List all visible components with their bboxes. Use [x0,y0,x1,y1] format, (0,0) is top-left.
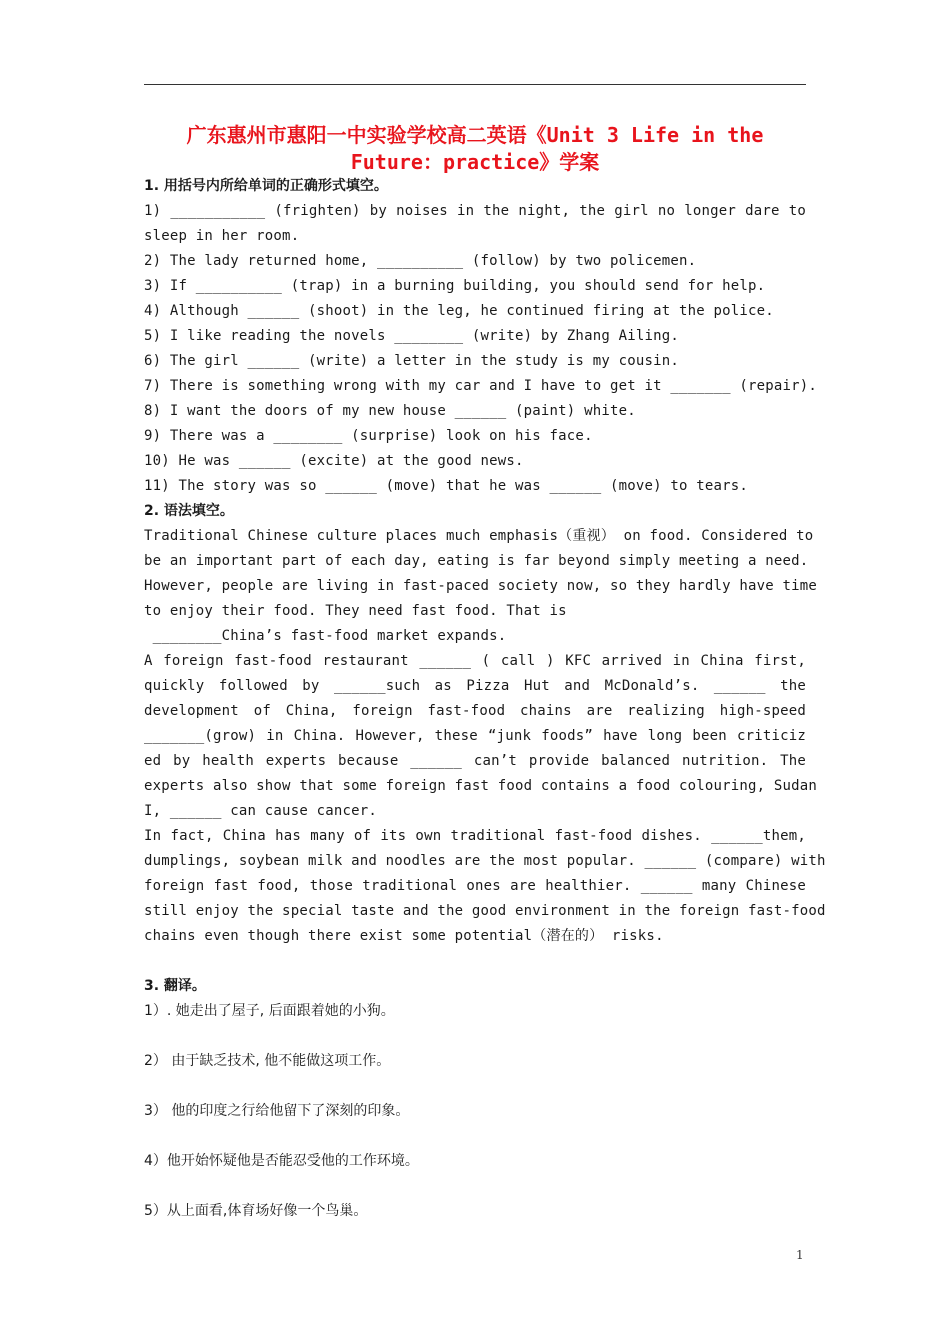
exercise-line: 2) The lady returned home, __________ (follow) by two policemen. [144,253,697,269]
exercise-line: 6) The girl ______ (write) a letter in the study is my cousin. [144,353,679,369]
passage-line: be an important part of each day, eating is far beyond simply meeting a need. [144,553,809,569]
passage-line: development of China, foreign fast-food chains are realizing high-speed [144,703,806,719]
page-number: 1 [796,1248,804,1262]
document-body [144,174,826,1224]
passage-line: However, people are living in fast-paced society now, so they hardly have time [144,578,818,594]
passage-line: I, ______ can cause cancer. [144,803,377,819]
passage-line: quickly followed by ______such as Pizza Hut and McDonald’s. ______ the [144,678,806,694]
passage-line: _______(grow) in China. However, these “junk foods” have long been criticiz [144,728,806,744]
exercise-line: 11) The story was so ______ (move) that he was ______ (move) to tears. [144,478,749,494]
translation-item: 1）. 她走出了屋子, 后面跟着她的小狗。 [144,1003,395,1019]
document-title [144,122,806,176]
translation-item: 3） 他的印度之行给他留下了深刻的印象。 [144,1103,410,1119]
exercise-line: sleep in her room. [144,228,300,244]
translation-item: 5）从上面看,体育场好像一个鸟巢。 [144,1203,368,1219]
passage-line: A foreign fast-food restaurant ______ ( call ) KFC arrived in China first, [144,653,806,669]
spacer [144,1024,806,1049]
passage-line: ________China’s fast-food market expands. [144,628,507,644]
passage-line: dumplings, soybean milk and noodles are the most popular. ______ (compare) with [144,853,826,869]
spacer [144,949,806,974]
header-rule [144,84,806,85]
spacer [144,1174,806,1199]
section-2-heading: 2. 语法填空。 [144,503,234,519]
translation-item: 2） 由于缺乏技术, 他不能做这项工作。 [144,1053,391,1069]
passage-line: experts also show that some foreign fast food contains a food colouring, Sudan [144,778,818,794]
exercise-line: 9) There was a ________ (surprise) look on his face. [144,428,593,444]
passage-line: to enjoy their food. They need fast food. That is [144,603,567,619]
exercise-line: 5) I like reading the novels ________ (write) by Zhang Ailing. [144,328,679,344]
section-1-heading: 1. 用括号内所给单词的正确形式填空。 [144,178,388,194]
exercise-line: 8) I want the doors of my new house ______ (paint) white. [144,403,636,419]
exercise-line: 1) ___________ (frighten) by noises in the night, the girl no longer dare to [144,203,806,219]
passage-line: In fact, China has many of its own traditional fast-food dishes. ______them, [144,828,806,844]
spacer [144,1124,806,1149]
exercise-line: 4) Although ______ (shoot) in the leg, he continued firing at the police. [144,303,774,319]
title-line-2: Future：practice》学案 [350,150,600,174]
exercise-line: 3) If __________ (trap) in a burning building, you should send for help. [144,278,766,294]
passage-line: foreign fast food, those traditional ones are healthier. ______ many Chinese [144,878,806,894]
exercise-line: 7) There is something wrong with my car and I have to get it _______ (repair). [144,378,818,394]
spacer [144,1074,806,1099]
passage-line: chains even though there exist some potential（潜在的） risks. [144,928,664,944]
exercise-line: 10) He was ______ (excite) at the good news. [144,453,524,469]
passage-line: Traditional Chinese culture places much emphasis（重视） on food. Considered to [144,528,814,544]
passage-line: still enjoy the special taste and the good environment in the foreign fast-food [144,903,826,919]
title-line-1: 广东惠州市惠阳一中实验学校高二英语《Unit 3 Life in the [186,123,764,147]
passage-line: ed by health experts because ______ can’t provide balanced nutrition. The [144,753,806,769]
translation-item: 4）他开始怀疑他是否能忍受他的工作环境。 [144,1153,419,1169]
section-3-heading: 3. 翻译。 [144,978,206,994]
